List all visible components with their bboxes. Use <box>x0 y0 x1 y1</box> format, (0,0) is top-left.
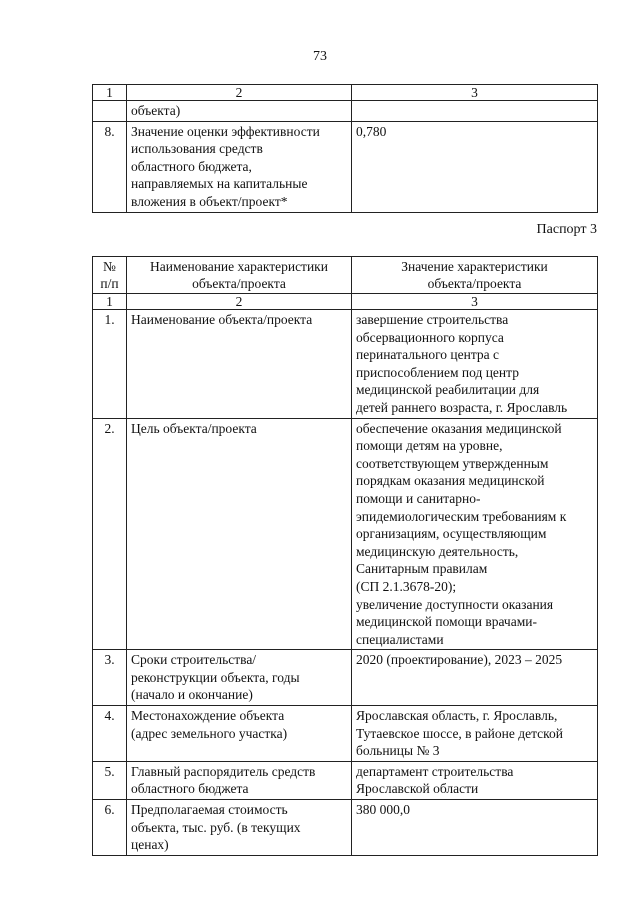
column-number: 1 <box>93 85 127 101</box>
characteristic-name: Сроки строительства/ реконструкции объекта, годы (начало и окончание) <box>127 650 352 706</box>
row-number: 5. <box>93 761 127 799</box>
header-number: № п/п <box>93 257 127 294</box>
table-row <box>93 706 598 762</box>
row-number: 2. <box>93 418 127 650</box>
characteristic-name: объекта) <box>127 101 352 122</box>
characteristic-name: Наименование объекта/проекта <box>127 310 352 419</box>
row-number: 3. <box>93 650 127 706</box>
column-number: 2 <box>127 294 352 310</box>
passport-title: Паспорт 3 <box>536 222 597 237</box>
header-value: Значение характеристики объекта/проекта <box>352 257 598 294</box>
characteristic-value: завершение строительства обсервационного корпуса перинатального центра с приспособлением под центр медицинской реабилитации для детей раннего возраста, г. Ярославль <box>352 310 598 419</box>
characteristic-name: Предполагаемая стоимость объекта, тыс. руб. (в текущих ценах) <box>127 800 352 856</box>
characteristic-name: Значение оценки эффективности использования средств областного бюджета, направляемых на капитальные вложения в объект/проект* <box>127 121 352 212</box>
characteristic-value: Ярославская область, г. Ярославль, Тутаевское шоссе, в районе детской больницы № 3 <box>352 706 598 762</box>
row-number: 1. <box>93 310 127 419</box>
characteristic-value: обеспечение оказания медицинской помощи детям на уровне, соответствующем утвержденным порядкам оказания медицинской помощи и санитарно- эпидемиологическим требованиям к организациям, осуществляющим медицинскую деятельность, Санитарным правилам (СП 2.1.3678-20); увеличение доступности оказания медицинской помощи врачами- специалистами <box>352 418 598 650</box>
column-number: 3 <box>352 294 598 310</box>
column-number-row <box>93 294 598 310</box>
table-row <box>93 761 598 799</box>
column-number: 1 <box>93 294 127 310</box>
characteristic-value: 380 000,0 <box>352 800 598 856</box>
row-number: 4. <box>93 706 127 762</box>
column-number: 3 <box>352 85 598 101</box>
continuation-table <box>92 84 598 213</box>
row-number: 6. <box>93 800 127 856</box>
table-row <box>93 800 598 856</box>
table-row <box>93 310 598 419</box>
characteristic-value <box>352 101 598 122</box>
column-number-row <box>93 85 598 101</box>
characteristic-name: Главный распорядитель средств областного бюджета <box>127 761 352 799</box>
column-number: 2 <box>127 85 352 101</box>
table-row <box>93 650 598 706</box>
row-number <box>93 101 127 122</box>
characteristic-name: Цель объекта/проекта <box>127 418 352 650</box>
table-row <box>93 101 598 122</box>
table-row <box>93 121 598 212</box>
characteristic-name: Местонахождение объекта (адрес земельного участка) <box>127 706 352 762</box>
header-name: Наименование характеристики объекта/проекта <box>127 257 352 294</box>
header-row <box>93 257 598 294</box>
characteristic-value: 0,780 <box>352 121 598 212</box>
characteristic-value: департамент строительства Ярославской области <box>352 761 598 799</box>
passport-table <box>92 256 598 856</box>
page-number: 73 <box>313 49 327 64</box>
characteristic-value: 2020 (проектирование), 2023 – 2025 <box>352 650 598 706</box>
table-row <box>93 418 598 650</box>
row-number: 8. <box>93 121 127 212</box>
